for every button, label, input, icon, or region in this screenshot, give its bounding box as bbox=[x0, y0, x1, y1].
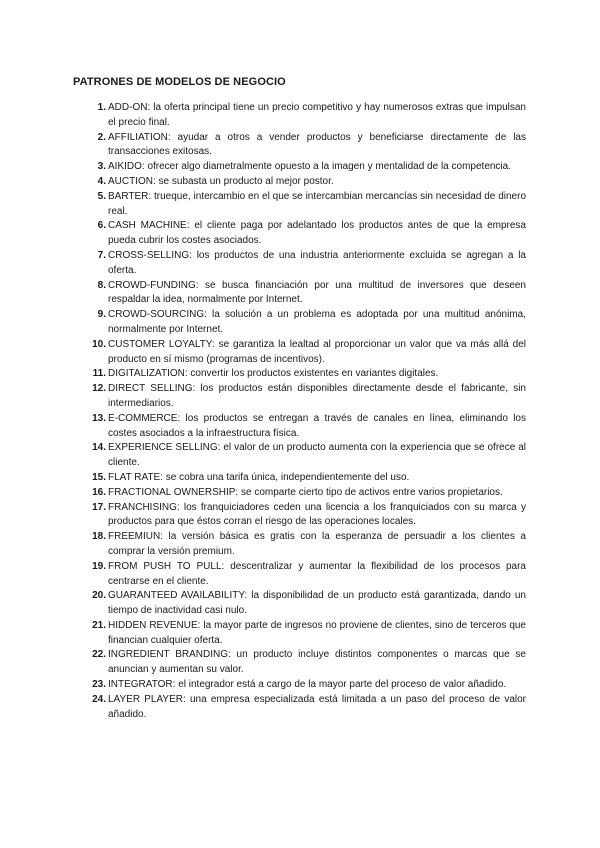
item-number: 5. bbox=[97, 190, 106, 202]
list-item bbox=[0, 190, 526, 220]
list-item bbox=[0, 589, 526, 619]
list-item bbox=[0, 648, 526, 678]
item-number: 18. bbox=[92, 531, 106, 543]
list-item bbox=[0, 175, 526, 190]
item-number: 23. bbox=[92, 679, 106, 691]
item-number: 6. bbox=[97, 220, 106, 232]
item-number: 19. bbox=[92, 560, 106, 572]
item-number: 20. bbox=[92, 590, 106, 602]
item-text: CASH MACHINE: el cliente paga por adelantado los productos antes de que la empresa pueda cubrir los costes asociados. bbox=[108, 220, 526, 247]
item-text: E-COMMERCE: los productos se entregan a través de canales en línea, eliminando los costes asociados a la infraestructura física. bbox=[108, 412, 526, 439]
list-item bbox=[0, 501, 526, 531]
list-item bbox=[0, 441, 526, 471]
page-title: PATRONES DE MODELOS DE NEGOCIO bbox=[73, 76, 286, 88]
item-text: AFFILIATION: ayudar a otros a vender productos y beneficiarse directamente de las transacciones exitosas. bbox=[108, 131, 526, 158]
item-number: 15. bbox=[92, 471, 106, 483]
item-number: 8. bbox=[97, 279, 106, 291]
item-number: 7. bbox=[97, 249, 106, 261]
item-text: CROWD-FUNDING: se busca financiación por una multitud de inversores que deseen respaldar la idea, normalmente por Internet. bbox=[108, 279, 526, 306]
item-text: FREEMIUN: la versión básica es gratis con la esperanza de persuadir a los clientes a comprar la versión premium. bbox=[108, 531, 526, 557]
list-item bbox=[0, 560, 526, 590]
list-item bbox=[0, 101, 526, 131]
item-text: FRANCHISING: los franquiciadores ceden una licencia a los franquiciados con su marca y productos para que éstos corran el riesgo de las operaciones locales. bbox=[108, 501, 526, 528]
list-item bbox=[0, 678, 526, 693]
item-number: 9. bbox=[97, 309, 106, 321]
item-text: LAYER PLAYER: una empresa especializada está limitada a un paso del proceso de valor añadido. bbox=[108, 693, 526, 720]
list-item bbox=[0, 279, 526, 309]
patterns-list bbox=[0, 101, 600, 722]
list-item bbox=[0, 338, 526, 368]
item-number: 4. bbox=[97, 175, 106, 187]
item-number: 24. bbox=[92, 693, 106, 705]
list-item bbox=[0, 382, 526, 412]
item-text: DIGITALIZATION: convertir los productos existentes en variantes digitales. bbox=[108, 368, 439, 380]
item-text: FLAT RATE: se cobra una tarifa única, independientemente del uso. bbox=[108, 471, 410, 483]
item-text: HIDDEN REVENUE: la mayor parte de ingresos no proviene de clientes, sino de terceros que financian cualquier oferta. bbox=[108, 619, 526, 646]
item-number: 10. bbox=[92, 338, 106, 350]
item-text: AUCTION: se subasta un producto al mejor postor. bbox=[108, 175, 334, 187]
list-item bbox=[0, 412, 526, 442]
list-item bbox=[0, 619, 526, 649]
item-number: 3. bbox=[97, 161, 106, 173]
item-number: 12. bbox=[92, 383, 106, 395]
item-text: EXPERIENCE SELLING: el valor de un producto aumenta con la experiencia que se ofrece al cliente. bbox=[108, 442, 526, 469]
item-number: 2. bbox=[97, 131, 106, 143]
item-text: INGREDIENT BRANDING: un producto incluye distintos componentes o marcas que se anuncian y aumentan su valor. bbox=[108, 649, 526, 676]
list-item bbox=[0, 160, 526, 175]
list-item bbox=[0, 486, 526, 501]
item-number: 13. bbox=[92, 412, 106, 424]
list-item bbox=[0, 530, 526, 560]
item-text: GUARANTEED AVAILABILITY: la disponibilidad de un producto está garantizada, dando un tiempo de inactividad casi nulo. bbox=[108, 590, 526, 617]
item-number: 11. bbox=[92, 368, 106, 380]
list-item bbox=[0, 367, 526, 382]
item-number: 17. bbox=[92, 501, 106, 513]
item-text: DIRECT SELLING: los productos están disponibles directamente desde el fabricante, sin intermediarios. bbox=[108, 383, 526, 409]
item-text: AIKIDO: ofrecer algo diametralmente opuesto a la imagen y mentalidad de la competencia. bbox=[108, 161, 511, 173]
item-text: CROWD-SOURCING: la solución a un problema es adoptada por una multitud anónima, normalmente por Internet. bbox=[108, 309, 526, 335]
item-text: ADD-ON: la oferta principal tiene un precio competitivo y hay numerosos extras que impulsan el precio final. bbox=[108, 102, 526, 128]
item-text: INTEGRATOR: el integrador está a cargo de la mayor parte del proceso de valor añadido. bbox=[108, 679, 507, 691]
list-item bbox=[0, 308, 526, 338]
item-text: CUSTOMER LOYALTY: se garantiza la lealtad al proporcionar un valor que va más allá del producto en sí mismo (programas de incentivos). bbox=[108, 338, 526, 365]
item-text: FROM PUSH TO PULL: descentralizar y aumentar la flexibilidad de los procesos para centrarse en el cliente. bbox=[108, 560, 526, 587]
item-number: 16. bbox=[92, 486, 106, 498]
list-item bbox=[0, 131, 526, 161]
list-item bbox=[0, 219, 526, 249]
list-item bbox=[0, 249, 526, 279]
item-number: 21. bbox=[92, 619, 106, 631]
item-number: 14. bbox=[92, 442, 106, 454]
item-text: CROSS-SELLING: los productos de una industria anteriormente excluida se agregan a la oferta. bbox=[108, 249, 526, 276]
item-text: BARTER: trueque, intercambio en el que se intercambian mercancías sin necesidad de dinero real. bbox=[108, 190, 526, 217]
list-item bbox=[0, 471, 526, 486]
item-number: 22. bbox=[92, 649, 106, 661]
item-text: FRACTIONAL OWNERSHIP: se comparte cierto tipo de activos entre varios propietarios. bbox=[108, 486, 503, 498]
item-number: 1. bbox=[97, 102, 106, 113]
list-item bbox=[0, 693, 526, 723]
